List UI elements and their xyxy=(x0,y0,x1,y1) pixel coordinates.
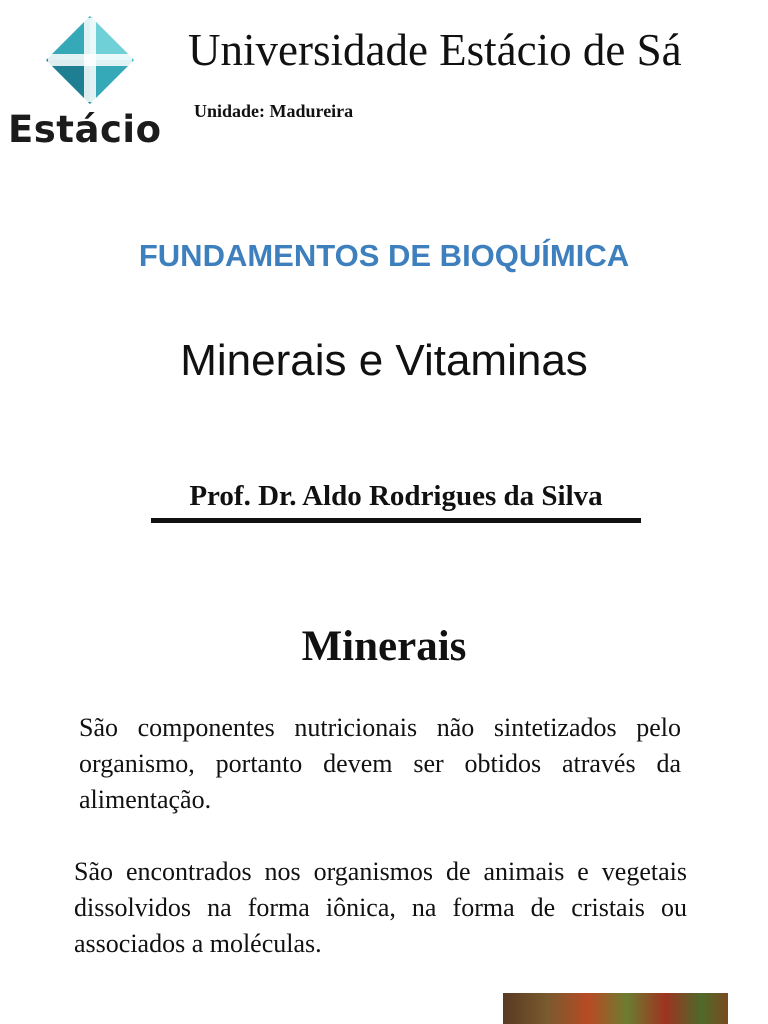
vegetables-image xyxy=(503,993,728,1024)
professor-underline xyxy=(151,518,641,523)
logo-wordmark: Estácio xyxy=(8,108,162,151)
paragraph-2: São encontrados nos organismos de animais e vegetais dissolvidos na forma iônica, na forma de cristais ou associados a moléculas. xyxy=(74,857,687,958)
paragraph-1: São componentes nutricionais não sintetizados pelo organismo, portanto devem ser obtidos através da alimentação. xyxy=(79,713,681,814)
estacio-diamond-icon xyxy=(44,14,136,106)
section-title: Minerais xyxy=(301,623,467,670)
estacio-logo xyxy=(8,14,172,151)
professor-name: Prof. Dr. Aldo Rodrigues da Silva xyxy=(189,480,603,512)
course-title: FUNDAMENTOS DE BIOQUÍMICA xyxy=(138,238,630,273)
unit-label: Unidade: Madureira xyxy=(194,101,354,121)
university-name: Universidade Estácio de Sá xyxy=(188,25,682,75)
lecture-subtitle: Minerais e Vitaminas xyxy=(180,336,588,385)
